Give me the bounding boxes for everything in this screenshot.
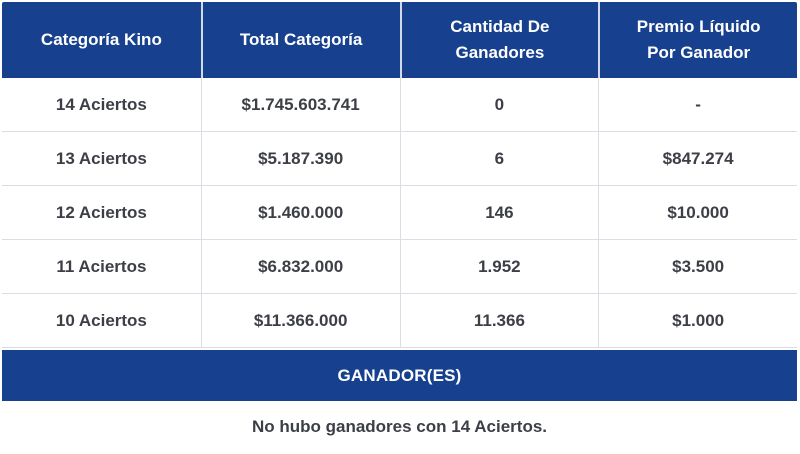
- cell-ganadores: 6: [400, 132, 599, 185]
- cell-categoria: 12 Aciertos: [55, 202, 147, 222]
- cell-categoria: 13 Aciertos: [55, 148, 147, 168]
- column-header-categoria-kino: Categoría Kino: [40, 30, 162, 49]
- cell-premio: $1.000: [598, 294, 797, 347]
- cell-total: $5.187.390: [201, 132, 400, 185]
- cell-total: $1.460.000: [201, 186, 400, 239]
- cell-premio: $10.000: [598, 186, 797, 239]
- cell-total: $6.832.000: [201, 240, 400, 293]
- column-header-premio-liquido: Premio Líquido Por Ganador: [598, 2, 797, 78]
- cell-total: $1.745.603.741: [201, 78, 400, 131]
- no-winners-note: No hubo ganadores con 14 Aciertos.: [2, 401, 797, 453]
- table-row: [2, 240, 797, 294]
- table-header-row: [2, 2, 797, 78]
- table-row: [2, 132, 797, 186]
- table-row: [2, 186, 797, 240]
- cell-premio: $847.274: [598, 132, 797, 185]
- cell-ganadores: 11.366: [400, 294, 599, 347]
- column-header-cantidad-ganadores: Cantidad De Ganadores: [400, 2, 599, 78]
- table-row: [2, 78, 797, 132]
- cell-ganadores: 146: [400, 186, 599, 239]
- column-header-total-categoria: Total Categoría: [201, 2, 400, 78]
- winners-band: GANADOR(ES): [2, 350, 797, 401]
- cell-categoria: 14 Aciertos: [55, 94, 147, 114]
- cell-ganadores: 0: [400, 78, 599, 131]
- cell-ganadores: 1.952: [400, 240, 599, 293]
- cell-categoria: 11 Aciertos: [56, 256, 147, 276]
- cell-categoria: 10 Aciertos: [55, 310, 147, 330]
- cell-premio: $3.500: [598, 240, 797, 293]
- cell-total: $11.366.000: [201, 294, 400, 347]
- table-row: [2, 294, 797, 348]
- cell-premio: -: [598, 78, 797, 131]
